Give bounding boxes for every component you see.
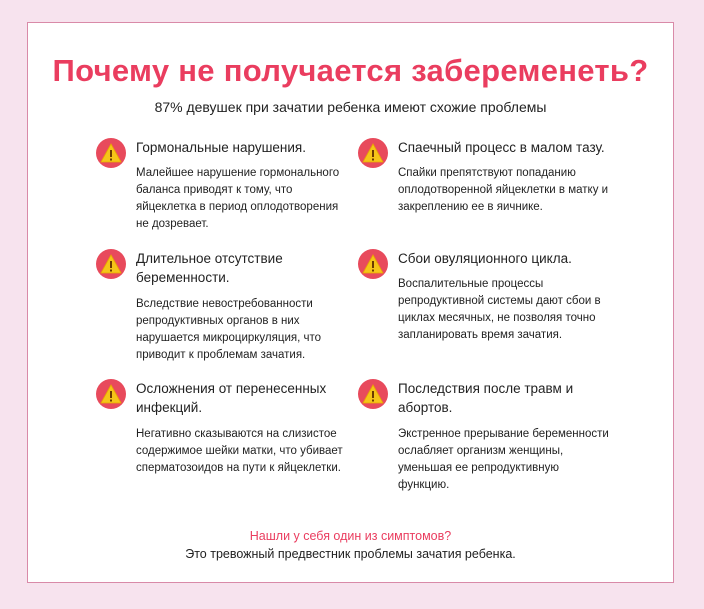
problem-title: Спаечный процесс в малом тазу. bbox=[398, 140, 605, 155]
warning-icon bbox=[358, 379, 388, 409]
problem-item bbox=[358, 249, 608, 369]
page-title: Почему не получается забеременеть? bbox=[52, 53, 649, 88]
warning-icon bbox=[96, 138, 126, 168]
problem-item bbox=[358, 138, 608, 238]
page-subtitle: 87% девушек при зачатии ребенка имеют схожие проблемы bbox=[154, 99, 547, 115]
problem-text: Воспалительные процессы репродуктивной системы дают сбои в циклах месячных, не позволяя точно запланировать время зачатия. bbox=[398, 278, 601, 341]
warning-icon bbox=[358, 249, 388, 279]
problem-item bbox=[358, 379, 608, 499]
content-card bbox=[27, 22, 674, 583]
problem-title: Гормональные нарушения. bbox=[136, 140, 306, 155]
problem-title: Длительное отсутствие беременности. bbox=[136, 251, 283, 285]
problem-title: Последствия после травм и абортов. bbox=[398, 381, 574, 415]
problem-text: Спайки препятствуют попаданию оплодотворенной яйцеклетки в матку и закреплению ее в яичнике. bbox=[398, 167, 609, 213]
problem-item bbox=[96, 138, 346, 238]
warning-icon bbox=[358, 138, 388, 168]
footer-note: Это тревожный предвестник проблемы зачатия ребенка. bbox=[185, 547, 516, 561]
problem-item bbox=[96, 379, 346, 499]
problem-text: Малейшее нарушение гормонального баланса приводят к тому, что яйцеклетка в период оплодотворения не дозревает. bbox=[136, 167, 340, 230]
problem-text: Вследствие невостребованности репродуктивных органов в них нарушается микроциркуляция, что приводит к проблемам зачатия. bbox=[136, 298, 322, 361]
problem-title: Сбои овуляционного цикла. bbox=[398, 251, 572, 266]
warning-icon bbox=[96, 249, 126, 279]
problem-title: Осложнения от перенесенных инфекций. bbox=[136, 381, 327, 415]
warning-icon bbox=[96, 379, 126, 409]
problem-text: Экстренное прерывание беременности ослабляет организм женщины, уменьшая ее репродуктивную функцию. bbox=[398, 428, 609, 491]
symptoms-link[interactable]: Нашли у себя один из симптомов? bbox=[249, 529, 452, 543]
problem-item bbox=[96, 249, 346, 369]
problem-text: Негативно сказываются на слизистое содержимое шейки матки, что убивает сперматозоидов на пути к яйцеклетки. bbox=[136, 428, 343, 474]
